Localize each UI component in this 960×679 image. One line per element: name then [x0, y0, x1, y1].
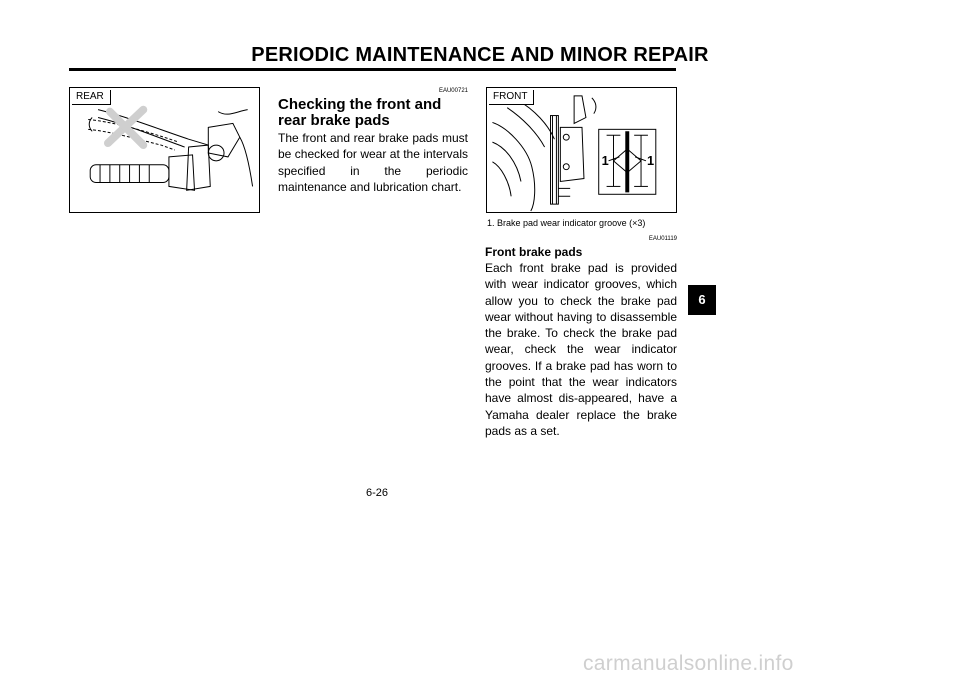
page-title: PERIODIC MAINTENANCE AND MINOR REPAIR [251, 44, 709, 66]
front-brake-pads-heading: Front brake pads [485, 245, 583, 259]
header-rule [69, 68, 676, 71]
front-brake-caliper-illustration [487, 88, 676, 212]
rear-figure-tag: REAR [72, 90, 111, 105]
front-figure-caption: 1. Brake pad wear indicator groove (×3) [487, 218, 646, 228]
page-number: 6-26 [366, 487, 389, 499]
front-figure-tag: FRONT [489, 90, 534, 105]
front-callout-1-left: 1 [601, 152, 609, 168]
front-brake-figure [486, 87, 677, 213]
front-callout-1-right: 1 [646, 152, 655, 168]
rear-brake-lever-illustration [70, 88, 259, 212]
chapter-tab: 6 [688, 285, 716, 315]
section-heading: Checking the front and rear brake pads [278, 96, 442, 129]
section-code: EAU00721 [438, 88, 468, 94]
front-section-code: EAU01119 [648, 236, 677, 242]
site-watermark: carmanualsonline.info [583, 652, 794, 675]
section-body: The front and rear brake pads must be checked for wear at the intervals specified in the periodic maintenance and lubrication chart. [278, 131, 468, 194]
rear-brake-figure [69, 87, 260, 213]
front-brake-pads-body: Each front brake pad is provided with wear indicator grooves, which allow you to check the brake pad wear without having to disassemble the brake. To check the brake pad wear, check the wear indicator grooves. If a brake pad has worn to the point that the wear indicators have almost dis-appeared, have a Yamaha dealer replace the brake pads as a set. [485, 261, 677, 438]
